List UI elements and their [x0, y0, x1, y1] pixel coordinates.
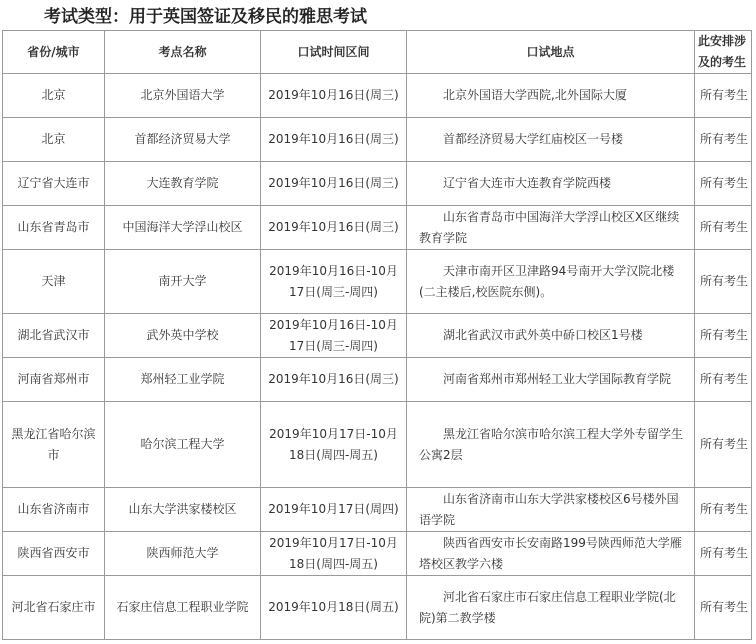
cell-city: 山东省青岛市	[3, 206, 105, 250]
cell-city: 山东省济南市	[3, 488, 105, 532]
header-city: 省份/城市	[3, 31, 105, 74]
cell-center: 大连教育学院	[105, 162, 261, 206]
header-scope: 此安排涉及的考生	[695, 31, 752, 74]
cell-location: 北京外国语大学西院,北外国际大厦	[407, 74, 695, 118]
page-title: 考试类型：用于英国签证及移民的雅思考试	[44, 7, 367, 27]
table-row	[3, 358, 752, 402]
cell-time: 2019年10月17日(周四)	[261, 488, 407, 532]
cell-location: 湖北省武汉市武外英中硚口校区1号楼	[407, 314, 695, 358]
cell-center: 武外英中学校	[105, 314, 261, 358]
cell-time: 2019年10月16日(周三)	[261, 358, 407, 402]
header-time: 口试时间区间	[261, 31, 407, 74]
cell-center: 哈尔滨工程大学	[105, 402, 261, 488]
cell-scope: 所有考生	[695, 532, 752, 576]
cell-city: 黑龙江省哈尔滨市	[3, 402, 105, 488]
cell-location: 辽宁省大连市大连教育学院西楼	[407, 162, 695, 206]
cell-city: 天津	[3, 250, 105, 314]
table-row	[3, 314, 752, 358]
cell-city: 河北省石家庄市	[3, 576, 105, 640]
table-row	[3, 532, 752, 576]
cell-location: 河北省石家庄市石家庄信息工程职业学院(北院)第二教学楼	[407, 576, 695, 640]
cell-city: 辽宁省大连市	[3, 162, 105, 206]
cell-center: 陕西师范大学	[105, 532, 261, 576]
cell-city: 陕西省西安市	[3, 532, 105, 576]
cell-scope: 所有考生	[695, 488, 752, 532]
table-row	[3, 74, 752, 118]
cell-scope: 所有考生	[695, 314, 752, 358]
table-row	[3, 402, 752, 488]
cell-scope: 所有考生	[695, 358, 752, 402]
cell-center: 郑州轻工业学院	[105, 358, 261, 402]
cell-location: 山东省济南市山东大学洪家楼校区6号楼外国语学院	[407, 488, 695, 532]
cell-location: 陕西省西安市长安南路199号陕西师范大学雁塔校区教学六楼	[407, 532, 695, 576]
cell-time: 2019年10月16日(周三)	[261, 162, 407, 206]
header-center: 考点名称	[105, 31, 261, 74]
cell-scope: 所有考生	[695, 206, 752, 250]
header-location: 口试地点	[407, 31, 695, 74]
cell-location: 山东省青岛市中国海洋大学浮山校区X区继续教育学院	[407, 206, 695, 250]
cell-center: 中国海洋大学浮山校区	[105, 206, 261, 250]
cell-location: 首都经济贸易大学红庙校区一号楼	[407, 118, 695, 162]
cell-location: 天津市南开区卫津路94号南开大学汉院北楼(二主楼后,校医院东侧)。	[407, 250, 695, 314]
table-row	[3, 162, 752, 206]
cell-city: 河南省郑州市	[3, 358, 105, 402]
cell-center: 石家庄信息工程职业学院	[105, 576, 261, 640]
cell-center: 南开大学	[105, 250, 261, 314]
cell-location: 河南省郑州市郑州轻工业大学国际教育学院	[407, 358, 695, 402]
cell-scope: 所有考生	[695, 250, 752, 314]
cell-time: 2019年10月16日(周三)	[261, 206, 407, 250]
cell-time: 2019年10月16日-10月17日(周三-周四)	[261, 250, 407, 314]
cell-time: 2019年10月16日-10月17日(周三-周四)	[261, 314, 407, 358]
cell-city: 北京	[3, 74, 105, 118]
cell-scope: 所有考生	[695, 162, 752, 206]
table-row	[3, 118, 752, 162]
cell-time: 2019年10月16日(周三)	[261, 74, 407, 118]
cell-time: 2019年10月17日-10月18日(周四-周五)	[261, 402, 407, 488]
cell-scope: 所有考生	[695, 74, 752, 118]
cell-time: 2019年10月16日(周三)	[261, 118, 407, 162]
cell-scope: 所有考生	[695, 576, 752, 640]
table-row	[3, 250, 752, 314]
cell-time: 2019年10月18日(周五)	[261, 576, 407, 640]
exam-schedule-table	[2, 30, 752, 640]
table-row	[3, 206, 752, 250]
cell-center: 北京外国语大学	[105, 74, 261, 118]
cell-location: 黑龙江省哈尔滨市哈尔滨工程大学外专留学生公寓2层	[407, 402, 695, 488]
cell-city: 北京	[3, 118, 105, 162]
cell-scope: 所有考生	[695, 402, 752, 488]
cell-center: 首都经济贸易大学	[105, 118, 261, 162]
table-header-row	[3, 31, 752, 74]
cell-time: 2019年10月17日-10月18日(周四-周五)	[261, 532, 407, 576]
table-row	[3, 576, 752, 640]
cell-scope: 所有考生	[695, 118, 752, 162]
cell-center: 山东大学洪家楼校区	[105, 488, 261, 532]
table-row	[3, 488, 752, 532]
cell-city: 湖北省武汉市	[3, 314, 105, 358]
